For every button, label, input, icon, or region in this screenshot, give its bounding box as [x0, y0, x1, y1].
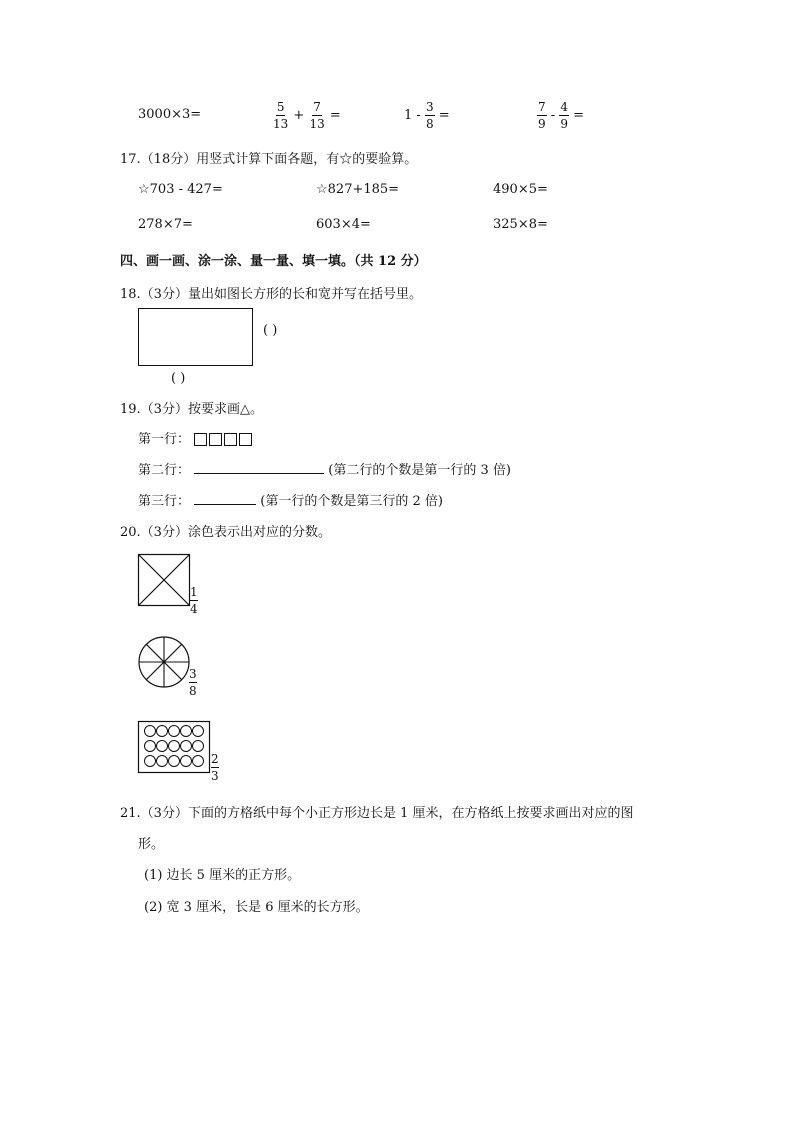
expr-3000x3: 3000×3=: [138, 107, 202, 122]
circles-grid-figure[interactable]: [138, 721, 210, 773]
q21-title-line1: 21.（3分）下面的方格纸中每个小正方形边长是 1 厘米，在方格纸上按要求画出对应的图: [120, 806, 634, 821]
answer-blank[interactable]: [194, 492, 256, 505]
fraction-label: $\frac{1}{4}$: [190, 585, 198, 616]
fraction-label: $\frac{3}{8}$: [189, 667, 197, 698]
q17-item-2: ☆827+185=: [316, 182, 400, 197]
q21-title-line2: 形。: [138, 837, 165, 852]
q17-item-1: ☆703 - 427=: [138, 182, 223, 197]
fraction: $\frac{5}{13}$: [273, 100, 289, 131]
q21-sub2: (2) 宽 3 厘米，长是 6 厘米的长方形。: [144, 900, 369, 915]
square-shape: [239, 433, 252, 446]
fraction: $\frac{4}{9}$: [560, 100, 568, 131]
q17-item-3: 490×5=: [493, 182, 548, 197]
square-shape: [224, 433, 237, 446]
q19-title: 19.（3分）按要求画△。: [120, 402, 263, 417]
fraction-label: $\frac{2}{3}$: [211, 752, 219, 783]
q17-item-5: 603×4=: [316, 217, 371, 232]
fraction: $\frac{7}{9}$: [538, 100, 546, 131]
fraction: $\frac{3}{8}$: [425, 100, 434, 131]
q18-width-paren: ( ): [263, 323, 278, 338]
expr-one-minus-fraction: 1 - $\frac{3}{8}$ =: [404, 100, 450, 131]
fraction: $\frac{7}{13}$: [309, 100, 325, 131]
q19-line3: 第三行： (第一行的个数是第三行的 2 倍): [138, 494, 443, 509]
q18-title: 18.（3分）量出如图长方形的长和宽并写在括号里。: [120, 287, 422, 302]
section-4-heading: 四、画一画、涂一涂、量一量、填一填。（共 12 分）: [120, 254, 427, 269]
q18-rectangle: [138, 308, 253, 366]
answer-blank[interactable]: [194, 461, 324, 474]
expr-fraction-add: $\frac{5}{13}$ + $\frac{7}{13}$ =: [273, 100, 341, 131]
q20-title: 20.（3分）涂色表示出对应的分数。: [120, 525, 331, 540]
square-shape: [209, 433, 222, 446]
expr-fraction-sub: $\frac{7}{9}$ - $\frac{4}{9}$ =: [538, 100, 585, 131]
q18-length-paren: ( ): [171, 371, 186, 386]
q17-item-6: 325×8=: [493, 217, 548, 232]
q19-line2: 第二行： (第二行的个数是第一行的 3 倍): [138, 463, 511, 478]
q19-line1: 第一行：: [138, 428, 254, 447]
q17-title: 17.（18分）用竖式计算下面各题，有☆的要验算。: [120, 152, 418, 167]
circle-eighths-figure[interactable]: [138, 636, 190, 688]
q17-item-4: 278×7=: [138, 217, 193, 232]
q21-sub1: (1) 边长 5 厘米的正方形。: [144, 868, 301, 883]
square-x-figure[interactable]: [138, 554, 190, 606]
square-shape: [194, 433, 207, 446]
